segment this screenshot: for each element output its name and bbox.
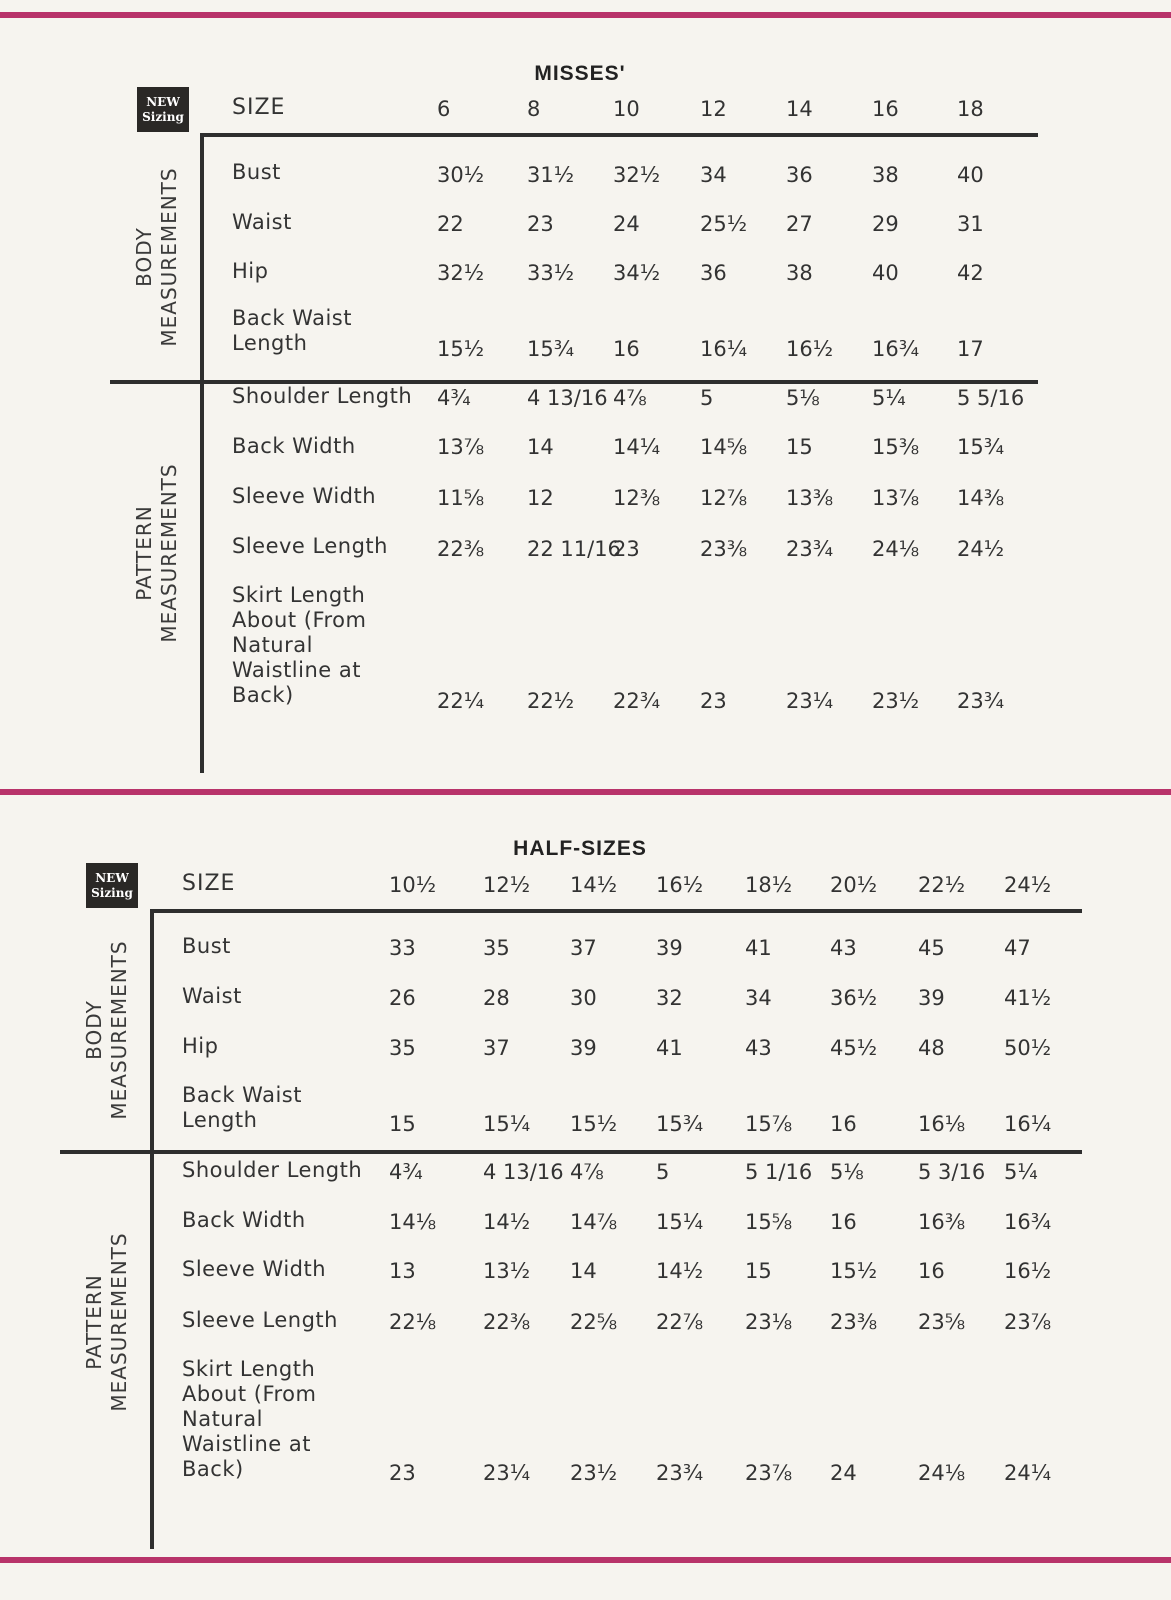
measurement-cell: 24⅛ <box>872 537 920 561</box>
measurement-cell: 16⅛ <box>918 1112 966 1136</box>
measurement-cell: 24¼ <box>1004 1461 1052 1485</box>
measurement-cell: 4⅞ <box>613 386 647 410</box>
measurement-cell: 14½ <box>656 1259 704 1283</box>
measurement-cell: 22⅜ <box>483 1310 531 1334</box>
measurement-cell: 36½ <box>830 986 878 1010</box>
measurement-cell: 11⅝ <box>437 486 485 510</box>
measurement-cell: 33½ <box>527 261 575 285</box>
measurement-cell: 25½ <box>700 212 748 236</box>
measurement-cell: 45½ <box>830 1036 878 1060</box>
measurement-cell: 12⅜ <box>613 486 661 510</box>
measurement-cell: 43 <box>830 936 857 960</box>
measurement-cell: 50½ <box>1004 1036 1052 1060</box>
measurement-cell: 23⅞ <box>745 1461 793 1485</box>
measurement-cell: 34½ <box>613 261 661 285</box>
measurement-cell: 32½ <box>613 163 661 187</box>
measurement-cell: 41 <box>745 936 772 960</box>
measurement-cell: 15 <box>389 1112 416 1136</box>
measurement-cell: 13⅞ <box>437 435 485 459</box>
measurement-cell: 23¾ <box>786 537 834 561</box>
row-label: Bust <box>182 934 231 958</box>
measurement-cell: 40 <box>957 163 984 187</box>
size-column-header: 20½ <box>830 873 878 897</box>
measurement-cell: 15½ <box>830 1259 878 1283</box>
row-label: Shoulder Length <box>182 1158 363 1182</box>
measurement-cell: 15 <box>745 1259 772 1283</box>
pattern-measurements-label: PATTERN MEASUREMENTS <box>132 463 181 643</box>
misses-chart <box>0 0 1171 780</box>
measurement-cell: 22 11/16 <box>527 537 621 561</box>
measurement-cell: 16½ <box>1004 1259 1052 1283</box>
chart-title: MISSES' <box>534 62 626 85</box>
measurement-cell: 24 <box>830 1461 857 1485</box>
measurement-cell: 12 <box>527 486 554 510</box>
row-label: Sleeve Length <box>182 1308 338 1332</box>
measurement-cell: 36 <box>786 163 813 187</box>
measurement-cell: 23¼ <box>786 689 834 713</box>
measurement-cell: 23⅜ <box>700 537 748 561</box>
measurement-cell: 5 1/16 <box>745 1160 813 1184</box>
size-label: SIZE <box>232 95 286 120</box>
measurement-cell: 13 <box>389 1259 416 1283</box>
badge-line-2: Sizing <box>91 885 133 900</box>
measurement-cell: 34 <box>745 986 772 1010</box>
measurement-cell: 26 <box>389 986 416 1010</box>
measurement-cell: 5¼ <box>1004 1160 1038 1184</box>
measurement-cell: 38 <box>872 163 899 187</box>
measurement-cell: 16 <box>613 337 640 361</box>
measurement-cell: 23 <box>389 1461 416 1485</box>
measurement-cell: 4¾ <box>389 1160 423 1184</box>
row-label: Hip <box>232 259 269 283</box>
measurement-cell: 4¾ <box>437 386 471 410</box>
pattern-measurements-label: PATTERN MEASUREMENTS <box>82 1232 131 1412</box>
row-label: Sleeve Length <box>232 534 388 558</box>
measurement-cell: 15¼ <box>483 1112 531 1136</box>
measurement-cell: 32½ <box>437 261 485 285</box>
row-label: Waist <box>232 210 292 234</box>
measurement-cell: 16 <box>830 1112 857 1136</box>
size-column-header: 14 <box>786 97 813 121</box>
measurement-cell: 23¼ <box>483 1461 531 1485</box>
chart-title: HALF-SIZES <box>513 837 647 860</box>
measurement-cell: 31 <box>957 212 984 236</box>
measurement-cell: 16 <box>918 1259 945 1283</box>
measurement-cell: 23 <box>700 689 727 713</box>
row-label: Shoulder Length <box>232 384 413 408</box>
measurement-cell: 16¼ <box>700 337 748 361</box>
measurement-cell: 15⅝ <box>745 1210 793 1234</box>
measurement-cell: 5⅛ <box>786 386 820 410</box>
row-label: Sleeve Width <box>182 1257 327 1281</box>
measurement-cell: 22¾ <box>613 689 661 713</box>
measurement-cell: 23 <box>527 212 554 236</box>
measurement-cell: 15 <box>786 435 813 459</box>
header-rule <box>150 909 1082 913</box>
measurement-cell: 16¾ <box>872 337 920 361</box>
half-sizes-chart <box>0 800 1171 1550</box>
measurement-cell: 35 <box>389 1036 416 1060</box>
measurement-cell: 17 <box>957 337 984 361</box>
size-column-header: 12 <box>700 97 727 121</box>
measurement-cell: 22¼ <box>437 689 485 713</box>
measurement-cell: 22⅛ <box>389 1310 437 1334</box>
size-column-header: 16½ <box>656 873 704 897</box>
measurement-cell: 47 <box>1004 936 1031 960</box>
measurement-cell: 12⅞ <box>700 486 748 510</box>
bottom-border <box>0 1557 1171 1563</box>
measurement-cell: 22⅜ <box>437 537 485 561</box>
measurement-cell: 33 <box>389 936 416 960</box>
measurement-cell: 36 <box>700 261 727 285</box>
measurement-cell: 28 <box>483 986 510 1010</box>
middle-border <box>0 789 1171 795</box>
measurement-cell: 16¾ <box>1004 1210 1052 1234</box>
measurement-cell: 15¾ <box>656 1112 704 1136</box>
measurement-cell: 13⅜ <box>786 486 834 510</box>
new-sizing-badge <box>86 863 138 908</box>
measurement-cell: 15½ <box>570 1112 618 1136</box>
measurement-cell: 23⅛ <box>745 1310 793 1334</box>
measurement-cell: 39 <box>570 1036 597 1060</box>
measurement-cell: 16¼ <box>1004 1112 1052 1136</box>
measurement-cell: 5⅛ <box>830 1160 864 1184</box>
measurement-cell: 39 <box>656 936 683 960</box>
measurement-cell: 14¼ <box>613 435 661 459</box>
new-sizing-badge <box>137 87 189 132</box>
measurement-cell: 24⅛ <box>918 1461 966 1485</box>
size-column-header: 24½ <box>1004 873 1052 897</box>
measurement-cell: 29 <box>872 212 899 236</box>
measurement-cell: 24½ <box>957 537 1005 561</box>
measurement-cell: 13½ <box>483 1259 531 1283</box>
measurement-cell: 14⅜ <box>957 486 1005 510</box>
measurement-cell: 37 <box>570 936 597 960</box>
measurement-cell: 37 <box>483 1036 510 1060</box>
measurement-cell: 5¼ <box>872 386 906 410</box>
measurement-cell: 23¾ <box>656 1461 704 1485</box>
size-column-header: 10 <box>613 97 640 121</box>
badge-line-1: NEW <box>146 94 180 109</box>
measurement-cell: 15¾ <box>957 435 1005 459</box>
badge-line-1: NEW <box>95 870 129 885</box>
measurement-cell: 14½ <box>483 1210 531 1234</box>
measurement-cell: 4⅞ <box>570 1160 604 1184</box>
measurement-cell: 34 <box>700 163 727 187</box>
row-label: Back Waist Length <box>232 306 352 355</box>
measurement-cell: 41½ <box>1004 986 1052 1010</box>
size-label: SIZE <box>182 871 236 896</box>
row-label: Back Width <box>182 1208 306 1232</box>
group-divider <box>60 1150 1082 1154</box>
row-label: Waist <box>182 984 242 1008</box>
size-column-header: 16 <box>872 97 899 121</box>
measurement-cell: 23¾ <box>957 689 1005 713</box>
measurement-cell: 35 <box>483 936 510 960</box>
measurement-cell: 16 <box>830 1210 857 1234</box>
measurement-cell: 14⅛ <box>389 1210 437 1234</box>
vertical-rule <box>150 909 154 1549</box>
measurement-cell: 48 <box>918 1036 945 1060</box>
measurement-cell: 13⅞ <box>872 486 920 510</box>
measurement-cell: 16⅜ <box>918 1210 966 1234</box>
measurement-cell: 16½ <box>786 337 834 361</box>
measurement-cell: 40 <box>872 261 899 285</box>
measurement-cell: 4 13/16 <box>527 386 608 410</box>
measurement-cell: 22 <box>437 212 464 236</box>
measurement-cell: 39 <box>918 986 945 1010</box>
measurement-cell: 23⅝ <box>918 1310 966 1334</box>
measurement-cell: 15¾ <box>527 337 575 361</box>
size-column-header: 6 <box>437 97 451 121</box>
size-column-header: 8 <box>527 97 541 121</box>
badge-line-2: Sizing <box>142 109 184 124</box>
row-label: Back Width <box>232 434 356 458</box>
measurement-cell: 24 <box>613 212 640 236</box>
measurement-cell: 5 <box>700 386 714 410</box>
measurement-cell: 42 <box>957 261 984 285</box>
measurement-cell: 14 <box>570 1259 597 1283</box>
size-column-header: 14½ <box>570 873 618 897</box>
measurement-cell: 23½ <box>570 1461 618 1485</box>
measurement-cell: 5 5/16 <box>957 386 1025 410</box>
row-label: Skirt Length About (From Natural Waistline at Back) <box>182 1357 317 1481</box>
size-column-header: 22½ <box>918 873 966 897</box>
measurement-cell: 14 <box>527 435 554 459</box>
measurement-cell: 22⅝ <box>570 1310 618 1334</box>
measurement-cell: 43 <box>745 1036 772 1060</box>
measurement-cell: 15½ <box>437 337 485 361</box>
vertical-rule <box>200 133 204 773</box>
measurement-cell: 15¼ <box>656 1210 704 1234</box>
measurement-cell: 41 <box>656 1036 683 1060</box>
measurement-cell: 23 <box>613 537 640 561</box>
measurement-cell: 14⅞ <box>570 1210 618 1234</box>
measurement-cell: 38 <box>786 261 813 285</box>
body-measurements-label: BODY MEASUREMENTS <box>132 167 181 347</box>
measurement-cell: 22½ <box>527 689 575 713</box>
row-label: Skirt Length About (From Natural Waistline at Back) <box>232 583 367 707</box>
body-measurements-label: BODY MEASUREMENTS <box>82 940 131 1120</box>
measurement-cell: 23⅜ <box>830 1310 878 1334</box>
measurement-cell: 4 13/16 <box>483 1160 564 1184</box>
measurement-cell: 32 <box>656 986 683 1010</box>
header-rule <box>200 133 1038 137</box>
measurement-cell: 30 <box>570 986 597 1010</box>
measurement-cell: 15⅜ <box>872 435 920 459</box>
row-label: Hip <box>182 1034 219 1058</box>
measurement-cell: 22⅞ <box>656 1310 704 1334</box>
measurement-cell: 27 <box>786 212 813 236</box>
measurement-cell: 45 <box>918 936 945 960</box>
measurement-cell: 30½ <box>437 163 485 187</box>
size-column-header: 18½ <box>745 873 793 897</box>
size-column-header: 12½ <box>483 873 531 897</box>
measurement-cell: 15⅞ <box>745 1112 793 1136</box>
row-label: Bust <box>232 160 281 184</box>
size-column-header: 10½ <box>389 873 437 897</box>
measurement-cell: 5 3/16 <box>918 1160 986 1184</box>
size-column-header: 18 <box>957 97 984 121</box>
measurement-cell: 5 <box>656 1160 670 1184</box>
measurement-cell: 31½ <box>527 163 575 187</box>
row-label: Sleeve Width <box>232 484 377 508</box>
row-label: Back Waist Length <box>182 1083 302 1132</box>
measurement-cell: 23⅞ <box>1004 1310 1052 1334</box>
measurement-cell: 23½ <box>872 689 920 713</box>
measurement-cell: 14⅝ <box>700 435 748 459</box>
